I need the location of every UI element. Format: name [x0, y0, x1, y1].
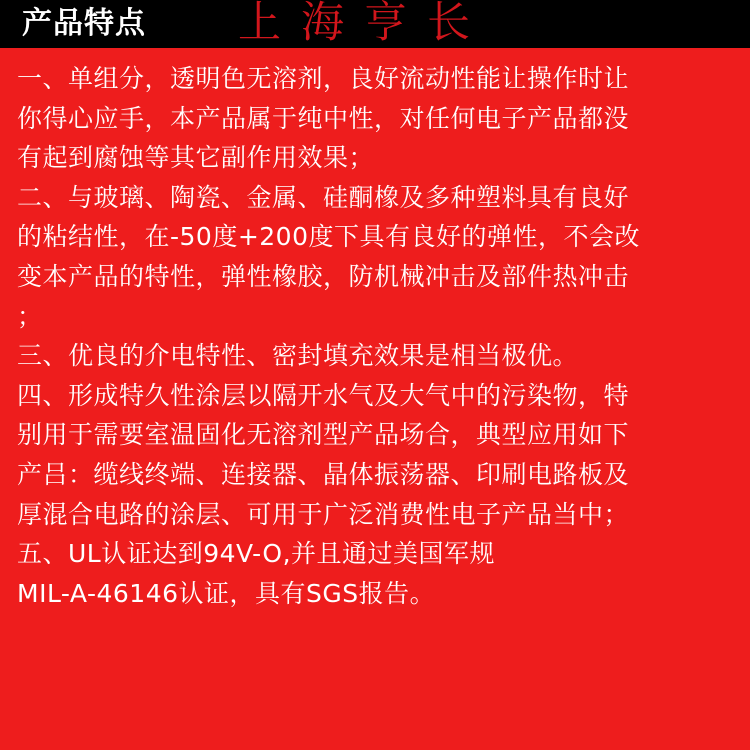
feature-line-14: MIL-A-46146认证，具有SGS报告。 — [17, 578, 436, 608]
feature-line-10: 别用于需要室温固化无溶剂型产品场合，典型应用如下 — [17, 420, 630, 450]
feature-line-6: 变本产品的特性，弹性橡胶，防机械冲击及部件热冲击 — [17, 261, 630, 291]
feature-line-9: 四、形成特久性涂层以隔开水气及大气中的污染物，特 — [17, 380, 630, 410]
header-bar — [0, 0, 750, 48]
feature-line-8: 三、优良的介电特性、密封填充效果是相当极优。 — [17, 341, 579, 371]
feature-text — [17, 59, 739, 613]
feature-line-7: ； — [17, 301, 43, 331]
feature-line-4: 二、与玻璃、陶瓷、金属、硅酮橡及多种塑料具有良好 — [17, 182, 630, 212]
page-title: 产品特点 — [22, 6, 146, 41]
feature-line-3: 有起到腐蚀等其它副作用效果； — [17, 143, 375, 173]
feature-line-12: 厚混合电路的涂层、可用于广泛消费性电子产品当中； — [17, 499, 630, 529]
feature-line-11: 产吕：缆线终端、连接器、晶体振荡器、印刷电路板及 — [17, 459, 630, 489]
feature-line-2: 你得心应手，本产品属于纯中性，对任何电子产品都没 — [17, 103, 630, 133]
feature-line-1: 一、单组分，透明色无溶剂，良好流动性能让操作时让 — [17, 64, 630, 93]
feature-line-5: 的粘结性，在-50度+200度下具有良好的弹性，不会改 — [17, 222, 640, 252]
brand-name: 上海亨长 — [238, 0, 490, 48]
feature-line-13: 五、UL认证达到94V-O,并且通过美国军规 — [17, 539, 496, 569]
